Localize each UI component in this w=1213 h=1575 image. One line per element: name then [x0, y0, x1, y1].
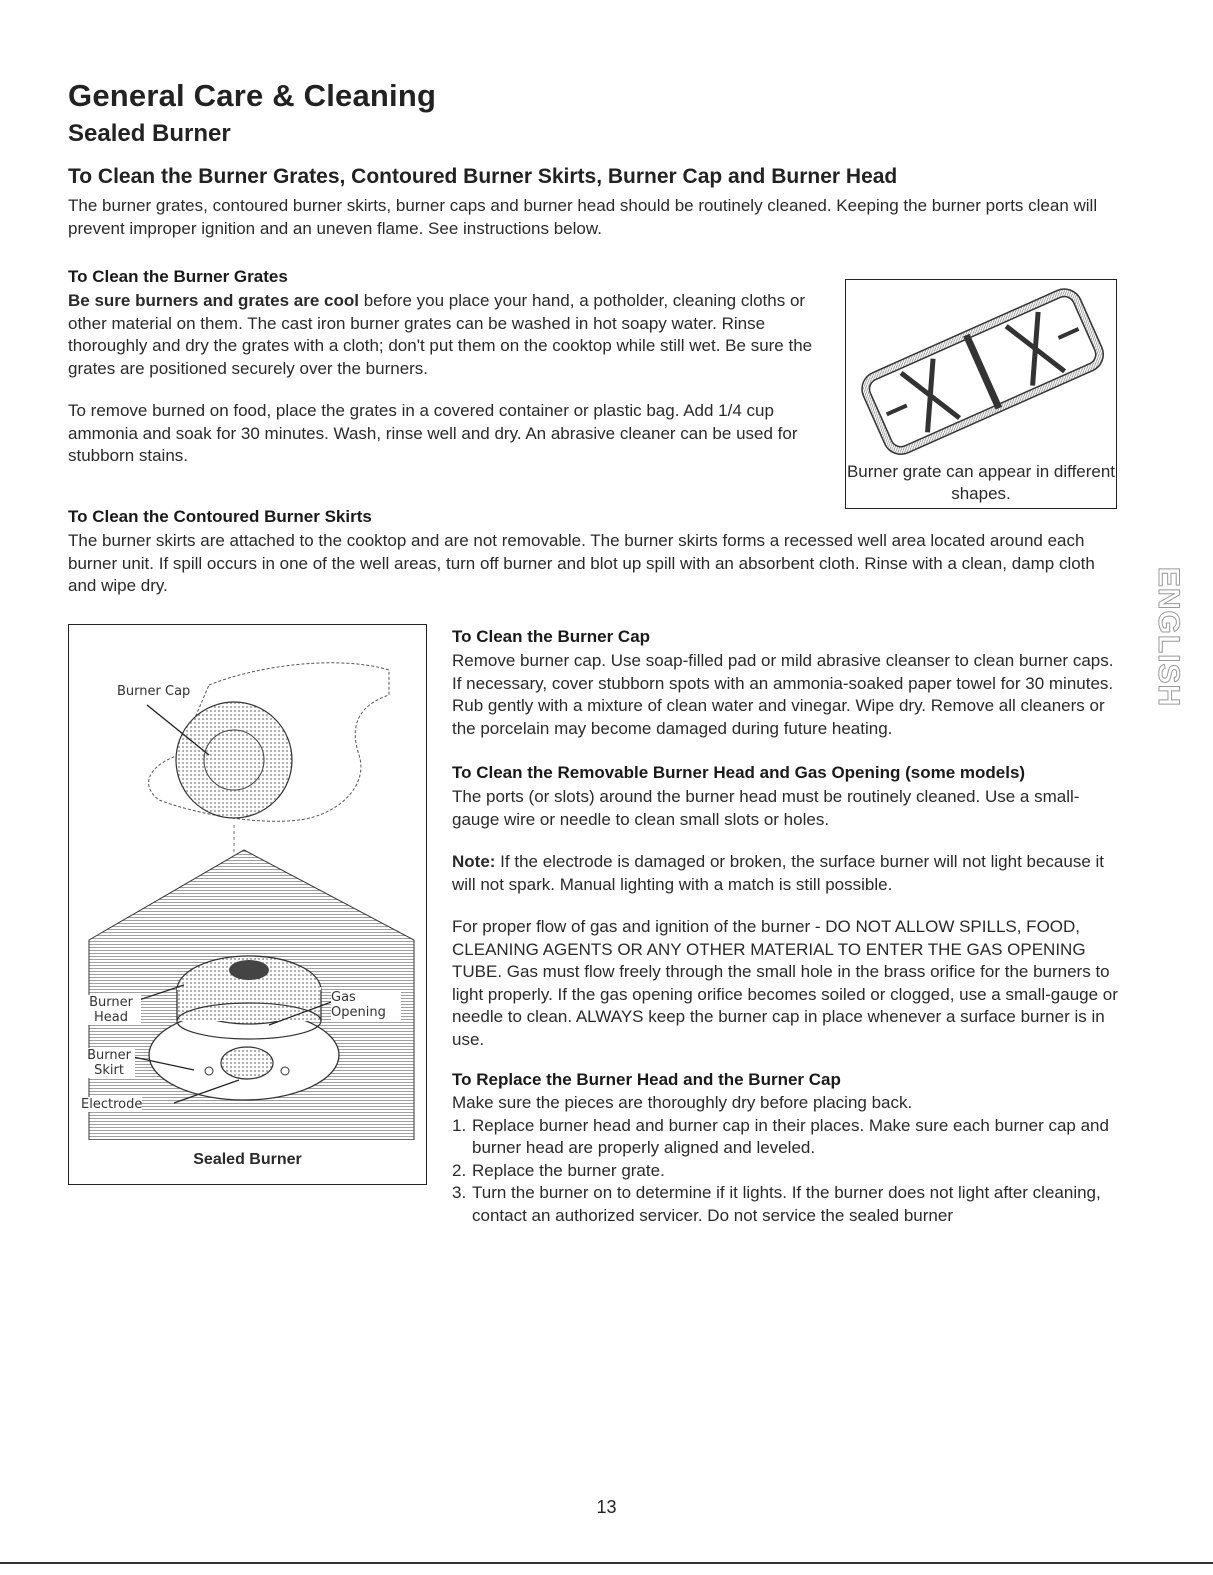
- replace-intro: Make sure the pieces are thoroughly dry before placing back.: [452, 1093, 913, 1112]
- burner-cap-label: Burner Cap: [117, 684, 191, 699]
- skirts-paragraph: The burner skirts are attached to the cooktop and are not removable. The burner skirts forms a recessed well area located around each burner unit. If spill occurs in one of the well areas, turn off burner and blot up spill with an absorbent cloth. Rinse with a clean, damp cloth and wipe dry.: [68, 531, 1095, 595]
- cap-paragraph: Remove burner cap. Use soap-filled pad or mild abrasive cleanser to clean burner caps. If necessary, cover stubborn spots with an ammonia-soaked paper towel for 30 minutes. Rub gently with a mixture of clean water and vinegar. Wipe dry. Remove all cleaners or the porcelain may become damaged during future heating.: [452, 651, 1114, 738]
- burner-head-label: Burner Head: [81, 995, 141, 1025]
- note-paragraph: [452, 851, 1120, 896]
- grates-text: before you place your hand, a potholder, cleaning cloths or other material on them. The cast iron burner grates can be washed in hot soapy water. Rinse thoroughly and dry the grates with a cloth; don't put them on the cooktop while still wet. Be sure the grates are positioned securely over the burners.: [68, 291, 813, 378]
- gas-opening-label: Gas Opening: [331, 990, 401, 1020]
- grate-figure: [845, 279, 1117, 509]
- grates-heading: To Clean the Burner Grates: [68, 267, 288, 286]
- grate-caption: Burner grate can appear in different shapes.: [846, 462, 1116, 503]
- grates-warning: Be sure burners and grates are cool: [68, 291, 359, 310]
- head-heading: To Clean the Removable Burner Head and Gas Opening (some models): [452, 763, 1026, 782]
- side-tab-label: ENGLISH: [1152, 566, 1185, 708]
- burner-grate-illustration: [846, 280, 1116, 456]
- page-subtitle: Sealed Burner: [68, 120, 231, 147]
- burner-skirt-label: Burner Skirt: [83, 1048, 135, 1078]
- gas-flow-paragraph: For proper flow of gas and ignition of the burner - DO NOT ALLOW SPILLS, FOOD, CLEANING AGENTS OR ANY OTHER MATERIAL TO ENTER THE GAS OPENING TUBE. Gas must flow freely through the small hole in the brass orifice for the burners to light properly. If the gas opening orifice becomes soiled or clogged, use a small-gauge or needle to clean. ALWAYS keep the burner cap in place whenever a surface burner is in use.: [452, 917, 1118, 1049]
- electrode-label: Electrode: [81, 1097, 143, 1112]
- section-heading: To Clean the Burner Grates, Contoured Burner Skirts, Burner Cap and Burner Head: [68, 165, 898, 188]
- grates-paragraph-2: To remove burned on food, place the grates in a covered container or plastic bag. Add 1/4 cup ammonia and soak for 30 minutes. Wash, rinse well and dry. An abrasive cleaner can be used for stubborn stains.: [68, 401, 798, 465]
- list-item: 3. Turn the burner on to determine if it lights. If the burner does not light after cleaning, contact an authorized servicer. Do not service the sealed burner: [452, 1183, 1101, 1225]
- language-side-tab: [1138, 565, 1198, 715]
- note-text: If the electrode is damaged or broken, the surface burner will not light because it will not spark. Manual lighting with a match is still possible.: [452, 852, 1105, 894]
- head-paragraph: The ports (or slots) around the burner head must be routinely cleaned. Use a small-gauge wire or needle to clean small slots or holes.: [452, 787, 1080, 829]
- cap-heading: To Clean the Burner Cap: [452, 627, 651, 646]
- list-item: 1. Replace burner head and burner cap in their places. Make sure each burner cap and burner head are properly aligned and leveled.: [452, 1115, 1109, 1157]
- sealed-burner-figure: [68, 624, 427, 1185]
- intro-paragraph: The burner grates, contoured burner skirts, burner caps and burner head should be routinely cleaned. Keeping the burner ports clean will prevent improper ignition and an uneven flame. See instructions below.: [68, 196, 1098, 238]
- sealed-burner-caption: Sealed Burner: [193, 1151, 302, 1168]
- replace-heading: To Replace the Burner Head and the Burner Cap: [452, 1070, 841, 1089]
- skirts-heading: To Clean the Contoured Burner Skirts: [68, 507, 372, 526]
- note-label: Note:: [452, 852, 496, 871]
- replace-steps: [452, 1115, 1120, 1228]
- skirts-section: [68, 506, 1120, 598]
- grates-section: [68, 266, 833, 468]
- right-column: [452, 626, 1120, 1227]
- bottom-divider: [0, 1562, 1213, 1564]
- grates-paragraph: [68, 290, 833, 380]
- list-item: 2. Replace the burner grate.: [452, 1160, 665, 1180]
- page-title: General Care & Cleaning: [68, 78, 437, 113]
- page-number: 13: [596, 1497, 617, 1517]
